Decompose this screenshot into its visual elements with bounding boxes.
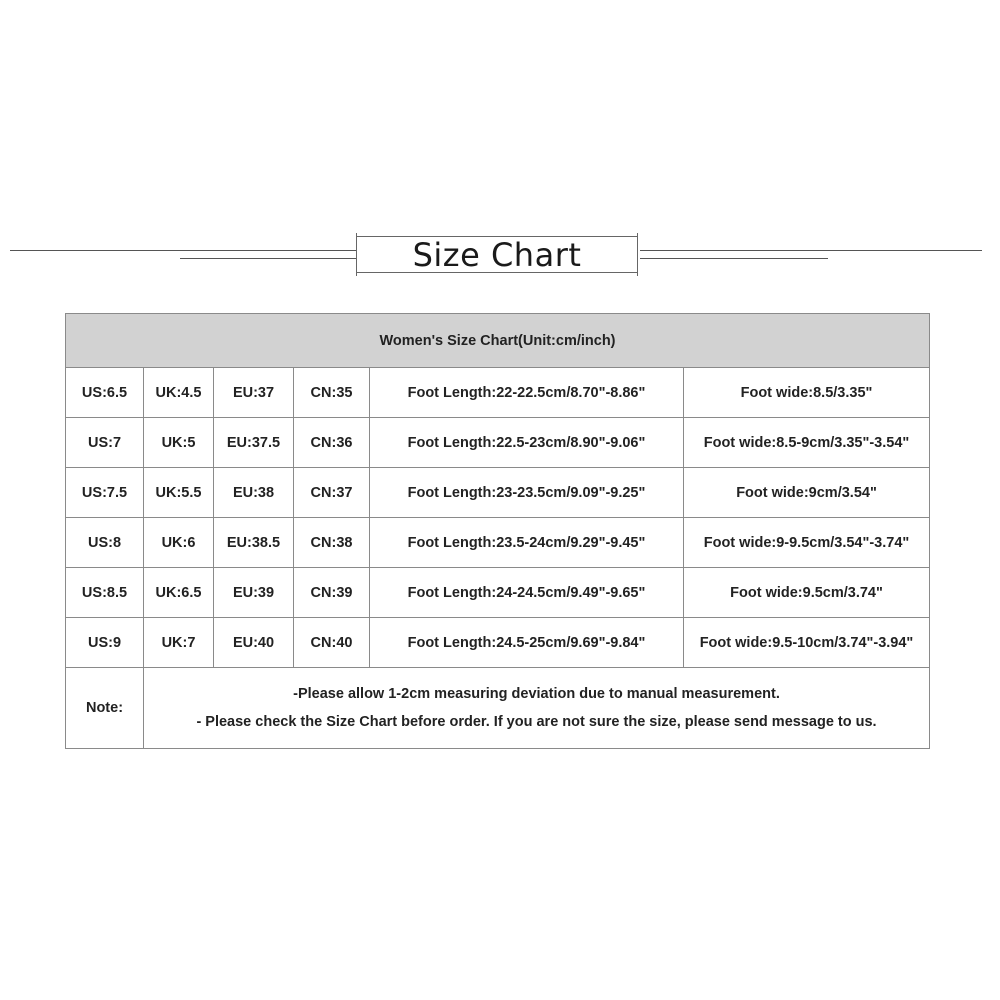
foot-length-cell: Foot Length:22.5-23cm/8.90"-9.06" [370,418,684,468]
eu-size-cell: EU:39 [214,568,294,618]
cn-size-cell: CN:37 [294,468,370,518]
page-title: Size Chart [412,236,582,274]
table-row [66,618,930,668]
title-banner [356,236,638,273]
us-size-cell: US:8 [66,518,144,568]
cn-size-cell: CN:36 [294,418,370,468]
us-size-cell: US:7.5 [66,468,144,518]
table-header: Women's Size Chart(Unit:cm/inch) [66,314,930,368]
note-line-1: -Please allow 1-2cm measuring deviation due to manual measurement. [293,686,780,702]
foot-length-cell: Foot Length:24-24.5cm/9.49"-9.65" [370,568,684,618]
cn-size-cell: CN:40 [294,618,370,668]
us-size-cell: US:7 [66,418,144,468]
foot-length-cell: Foot Length:23-23.5cm/9.09"-9.25" [370,468,684,518]
foot-width-cell: Foot wide:9.5cm/3.74" [684,568,930,618]
note-content [144,668,930,749]
eu-size-cell: EU:37 [214,368,294,418]
foot-width-cell: Foot wide:9-9.5cm/3.54"-3.74" [684,518,930,568]
cn-size-cell: CN:39 [294,568,370,618]
foot-width-cell: Foot wide:8.5/3.35" [684,368,930,418]
eu-size-cell: EU:38.5 [214,518,294,568]
foot-length-cell: Foot Length:24.5-25cm/9.69"-9.84" [370,618,684,668]
table-row [66,418,930,468]
eu-size-cell: EU:37.5 [214,418,294,468]
uk-size-cell: UK:4.5 [144,368,214,418]
uk-size-cell: UK:6.5 [144,568,214,618]
banner-line-right-short [640,258,828,259]
banner-line-left-short [180,258,356,259]
table-row [66,368,930,418]
banner-line-right [640,250,982,251]
us-size-cell: US:8.5 [66,568,144,618]
cn-size-cell: CN:38 [294,518,370,568]
eu-size-cell: EU:40 [214,618,294,668]
table-row [66,518,930,568]
table-header-row [66,314,930,368]
table-row [66,568,930,618]
table-row [66,468,930,518]
note-row [66,668,930,749]
banner-line-left [10,250,356,251]
foot-length-cell: Foot Length:22-22.5cm/8.70"-8.86" [370,368,684,418]
us-size-cell: US:6.5 [66,368,144,418]
note-line-2: - Please check the Size Chart before order. If you are not sure the size, please send message to us. [196,714,877,730]
foot-width-cell: Foot wide:9.5-10cm/3.74"-3.94" [684,618,930,668]
foot-width-cell: Foot wide:9cm/3.54" [684,468,930,518]
note-label: Note: [66,668,144,749]
size-table [65,313,930,749]
us-size-cell: US:9 [66,618,144,668]
cn-size-cell: CN:35 [294,368,370,418]
uk-size-cell: UK:5 [144,418,214,468]
uk-size-cell: UK:5.5 [144,468,214,518]
uk-size-cell: UK:7 [144,618,214,668]
uk-size-cell: UK:6 [144,518,214,568]
eu-size-cell: EU:38 [214,468,294,518]
foot-length-cell: Foot Length:23.5-24cm/9.29"-9.45" [370,518,684,568]
foot-width-cell: Foot wide:8.5-9cm/3.35"-3.54" [684,418,930,468]
